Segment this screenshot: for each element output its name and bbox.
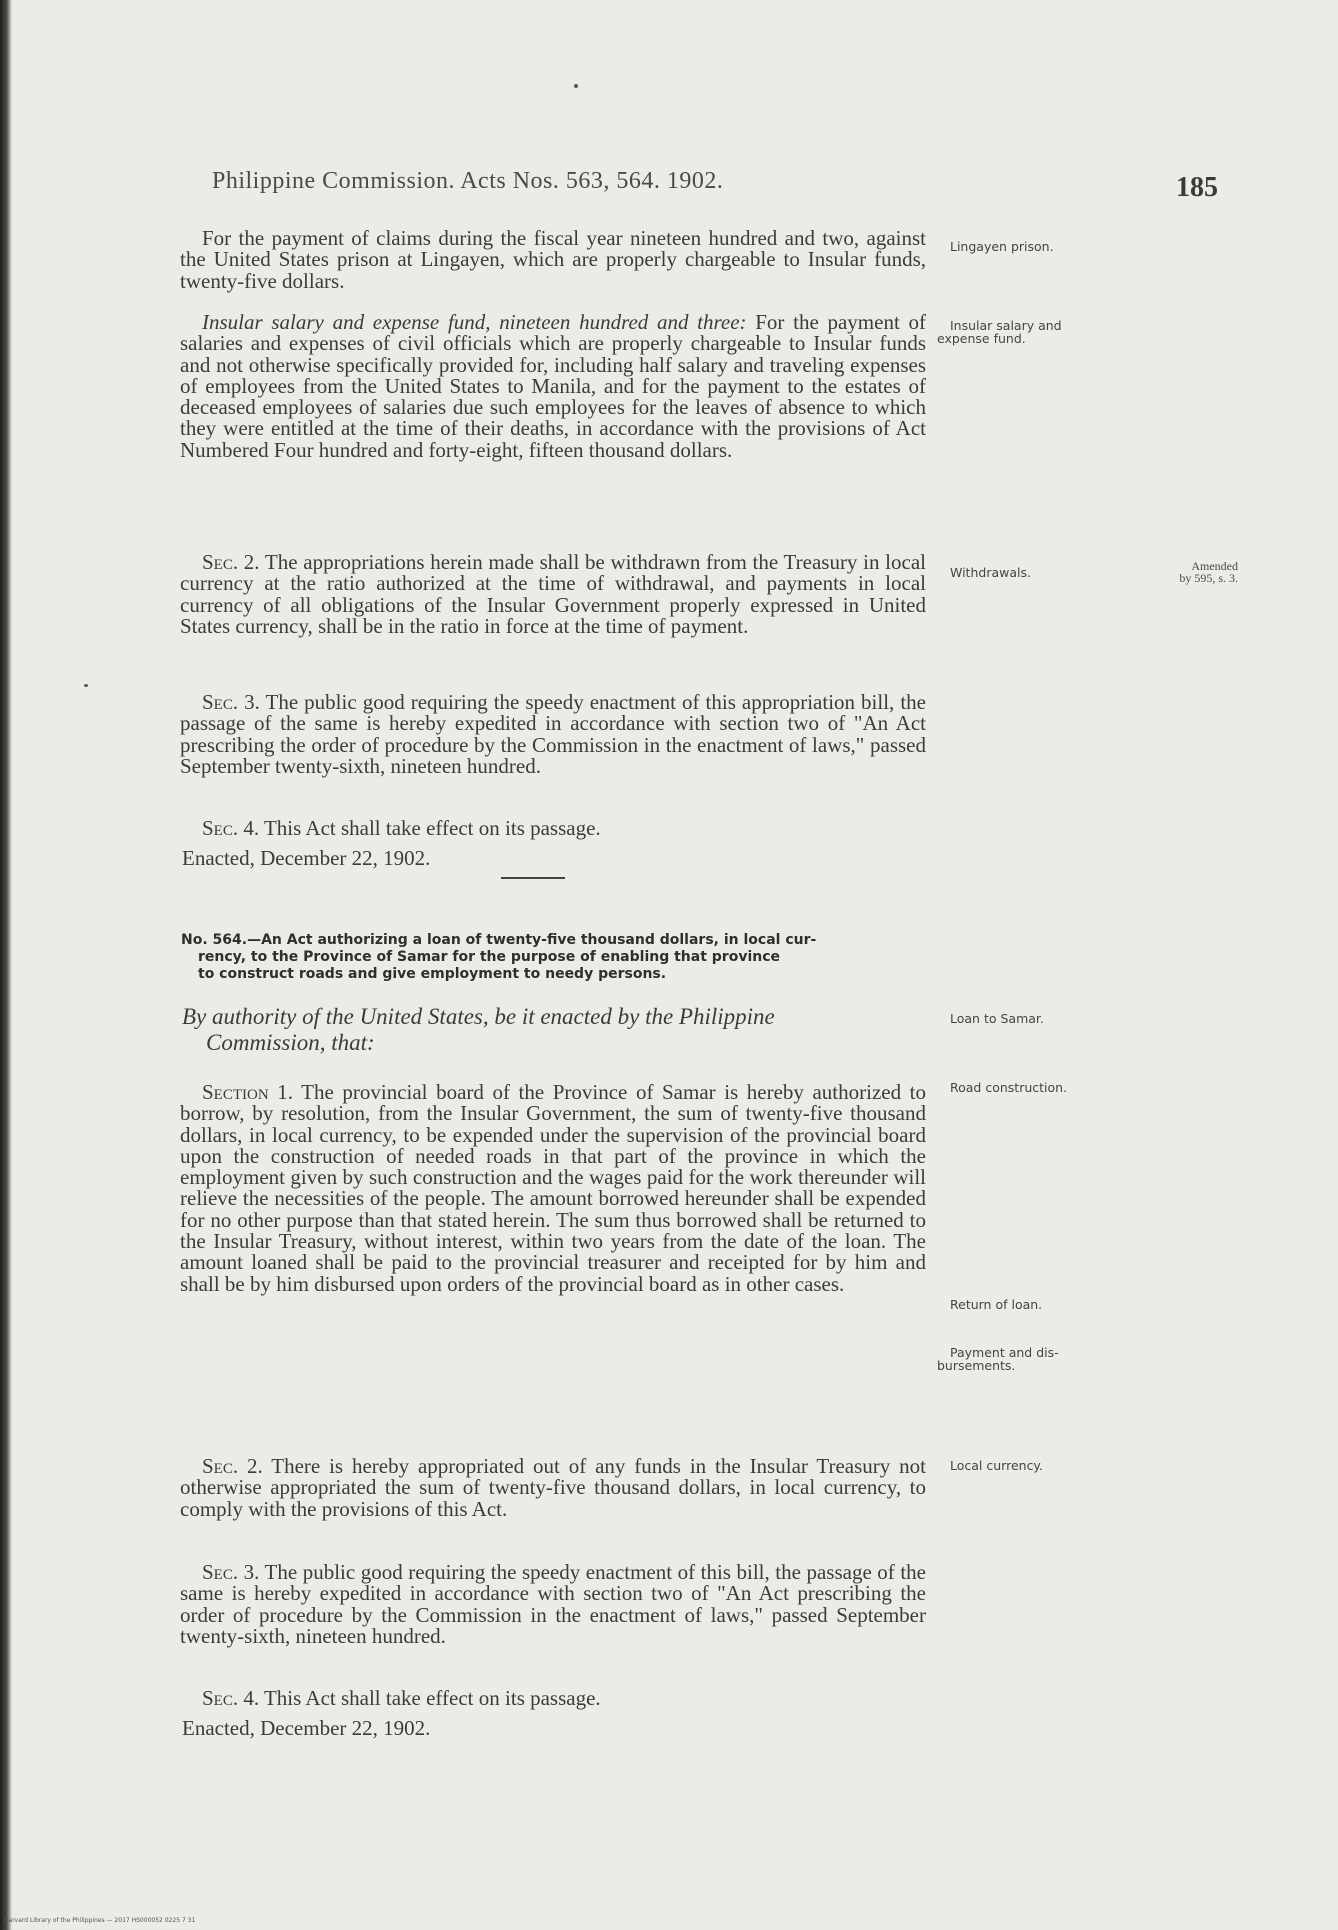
section-label: Sec. 3. <box>202 690 260 714</box>
margin-line: Insular salary and <box>950 318 1062 333</box>
margin-line: Payment and dis- <box>950 1345 1059 1360</box>
section-body: The public good requiring the speedy enactment of this appropriation bill, the passage of the same is hereby expedited in accordance with section two of "An Act prescribing the order of procedure by the Commission in the enactment of laws," passed September twenty-sixth, nineteen hundred. <box>180 690 926 778</box>
enacting-line: By authority of the United States, be it enacted by the Philippine <box>182 1004 775 1029</box>
section-divider <box>501 877 565 879</box>
section-label: Sec. 3. <box>202 1560 260 1584</box>
margin-note-payment <box>937 1345 1059 1373</box>
scan-speck <box>84 684 88 687</box>
section-4-effect <box>180 1688 926 1709</box>
section-2-appropriation <box>180 1456 926 1520</box>
section-4-effect <box>180 818 926 839</box>
act-heading-line: to construct roads and give employment to needy persons. <box>198 966 667 982</box>
section-2-withdrawals <box>180 552 926 637</box>
act-heading-line: No. 564.—An Act authorizing a loan of twenty-five thousand dollars, in local cur- <box>181 932 817 948</box>
enacted-date: Enacted, December 22, 1902. <box>182 846 431 870</box>
section-label: Sec. 2. <box>202 1454 263 1478</box>
margin-note-withdrawals: Withdrawals. <box>950 565 1031 580</box>
enacting-line: Commission, that: <box>206 1030 375 1055</box>
scan-speck <box>574 84 578 88</box>
paragraph-lingayen-claims: For the payment of claims during the fiscal year nineteen hundred and two, against the United States prison at Lingayen, which are properly chargeable to Insular funds, twenty-five dollars. <box>180 226 926 293</box>
margin-line: by 595, s. 3. <box>1179 571 1238 585</box>
paragraph-insular-fund <box>180 312 926 461</box>
section-label: Sec. 2. <box>202 550 260 574</box>
section-body: There is hereby appropriated out of any funds in the Insular Treasury not otherwise appropriated the sum of twenty-five thousand dollars, in local currency, to comply with the provisions of this Act. <box>180 1454 926 1521</box>
running-head: Philippine Commission. Acts Nos. 563, 564. 1902. <box>212 168 724 194</box>
insular-fund-title: Insular salary and expense fund, nineteen hundred and three: <box>202 310 747 334</box>
act-heading-line: rency, to the Province of Samar for the purpose of enabling that province <box>198 949 781 965</box>
enacting-clause <box>182 1004 928 1056</box>
section-body: The public good requiring the speedy enactment of this bill, the passage of the same is hereby expedited in accordance with section two of "An Act prescribing the order of procedure by the Commission in the enactment of laws," passed September twenty-sixth, nineteen hundred. <box>180 1560 926 1648</box>
act-564-heading <box>181 932 921 983</box>
section-body: This Act shall take effect on its passage. <box>259 816 601 840</box>
section-1-loan <box>180 1082 926 1295</box>
page-binding-edge <box>0 0 12 1930</box>
insular-fund-body: For the payment of salaries and expenses of civil officials which are properly chargeable to Insular funds and not otherwise specifically provided for, including half salary and traveling expenses of employees from the United States to Manila, and for the payment to the estates of deceased employees of salaries due such employees for the leaves of absence to which they were entitled at the time of their deaths, in accordance with the provisions of Act Numbered Four hundred and forty-eight, fifteen thousand dollars. <box>180 310 926 462</box>
margin-line: expense fund. <box>937 331 1026 346</box>
section-body: The provincial board of the Province of Samar is hereby authorized to borrow, by resolution, from the Insular Government, the sum of twenty-five thousand dollars, in local currency, to be expended under the supervision of the provincial board upon the construction of needed roads in that part of the province in which the employment given by such construction and the wages paid for the work thereunder will relieve the necessities of the people. The amount borrowed hereunder shall be expended for no other purpose than that stated herein. The sum thus borrowed shall be returned to the Insular Treasury, without interest, within two years from the date of the loan. The amount loaned shall be paid to the provincial treasurer and receipted for by him and shall be by him disbursed upon orders of the provincial board as in other cases. <box>180 1080 926 1296</box>
section-label: Section 1. <box>202 1080 293 1104</box>
margin-note-lingayen: Lingayen prison. <box>950 239 1054 254</box>
section-body: This Act shall take effect on its passage. <box>259 1686 601 1710</box>
margin-note-amended <box>1140 560 1238 584</box>
section-label: Sec. 4. <box>202 816 260 840</box>
scan-footer: Harvard Library of the Philippines — 2017 HS000052 0225 7 31 <box>4 1917 196 1924</box>
section-3-expedite <box>180 692 926 777</box>
section-label: Sec. 4. <box>202 1686 260 1710</box>
margin-note-road: Road construction. <box>950 1080 1068 1095</box>
section-3-expedite <box>180 1562 926 1647</box>
margin-note-loan: Loan to Samar. <box>950 1011 1044 1026</box>
enacted-date: Enacted, December 22, 1902. <box>182 1716 431 1740</box>
margin-line: bursements. <box>937 1358 1016 1373</box>
section-body: The appropriations herein made shall be withdrawn from the Treasury in local currency at the ratio authorized at the time of withdrawal, and payments in local currency of all obligations of the Insular Government properly expressed in United States currency, shall be in the ratio in force at the time of payment. <box>180 550 926 638</box>
page-number: 185 <box>1176 172 1218 203</box>
margin-note-return: Return of loan. <box>950 1297 1043 1312</box>
margin-line: Amended <box>1191 559 1238 573</box>
margin-note-insular <box>937 318 1062 346</box>
margin-note-local: Local currency. <box>950 1458 1044 1473</box>
